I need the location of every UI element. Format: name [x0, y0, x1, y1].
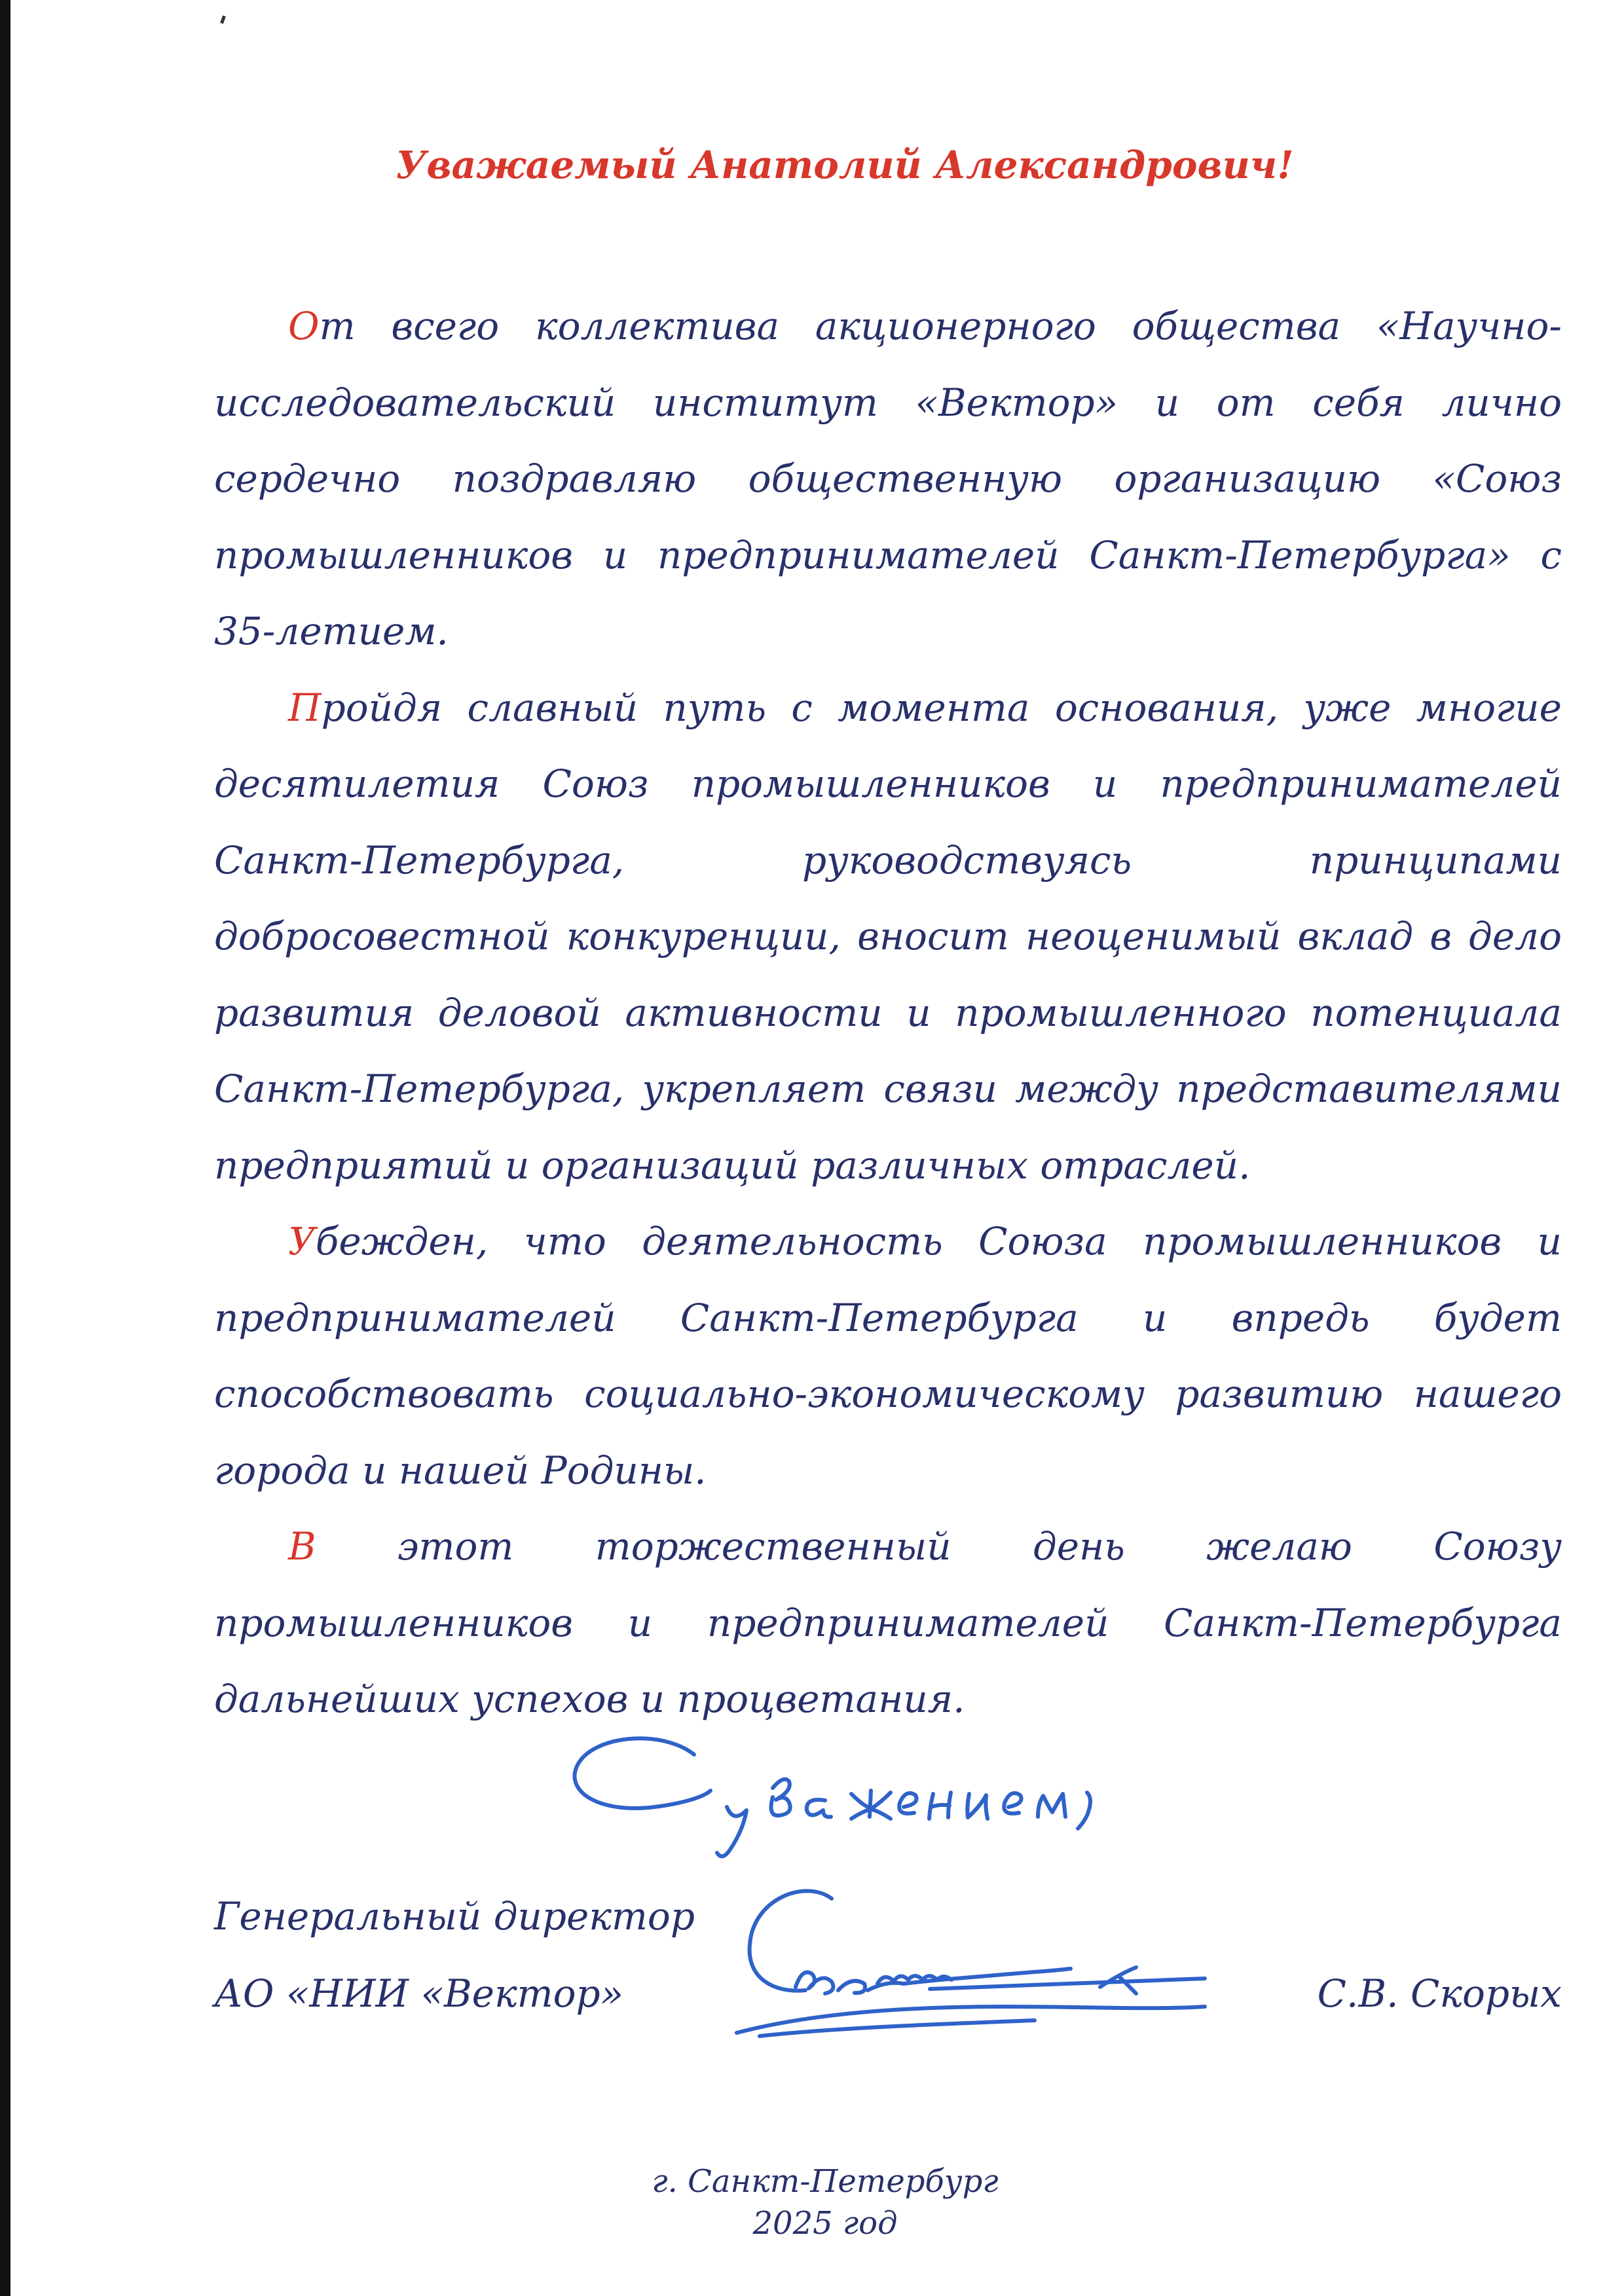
paragraph-congratulation	[214, 288, 1562, 670]
signer-name: С.В. Скорых	[1317, 1971, 1562, 2016]
paragraph-text: ройдя славный путь с момента основания, уже многие десятилетия Союз промышленников и предпринимателей Санкт-Петербурга, руководствуясь принципами добросовестной конкуренции, вносит неоценимый вклад в дело развития деловой активности и промышленного потенциала Санкт-Петербурга, укрепляет связи между представителями предприятий и организаций различных отраслей.	[214, 685, 1562, 1188]
handwritten-signature	[733, 1872, 1218, 2069]
paragraph-conviction	[214, 1203, 1562, 1508]
paragraph-history	[214, 670, 1562, 1204]
paragraph-initial: П	[288, 685, 322, 730]
paragraph-text: бежден, что деятельность Союза промышленников и предпринимателей Санкт-Петербурга и впредь будет способствовать социально-экономическому развитию нашего города и нашей Родины.	[214, 1219, 1562, 1493]
paragraph-text: этот торжественный день желаю Союзу промышленников и предпринимателей Санкт-Петербурга дальнейших успехов и процветания.	[214, 1524, 1562, 1721]
paragraph-text: т всего коллектива акционерного общества «Научно-исследовательский институт «Вектор» и от себя лично сердечно поздравляю общественную организацию «Союз промышленников и предпринимателей Санкт-Петербурга» с 35-летием.	[214, 304, 1562, 653]
signer-organization: АО «НИИ «Вектор»	[214, 1971, 624, 2016]
signer-position: Генеральный директор	[214, 1894, 695, 1939]
paragraph-initial: О	[288, 304, 320, 348]
city: г. Санкт-Петербург	[652, 2163, 999, 2200]
paragraph-wishes	[214, 1508, 1562, 1738]
place-and-date	[0, 2160, 1624, 2244]
letter-body	[214, 288, 1562, 1738]
scan-speck	[220, 16, 226, 24]
paragraph-initial: В	[288, 1524, 316, 1569]
salutation: Уважаемый Анатолий Александрович!	[396, 143, 1294, 187]
scan-edge	[0, 0, 10, 2296]
year: 2025 год	[752, 2205, 898, 2242]
paragraph-initial: У	[288, 1219, 316, 1264]
handwritten-closing	[563, 1715, 1153, 1872]
